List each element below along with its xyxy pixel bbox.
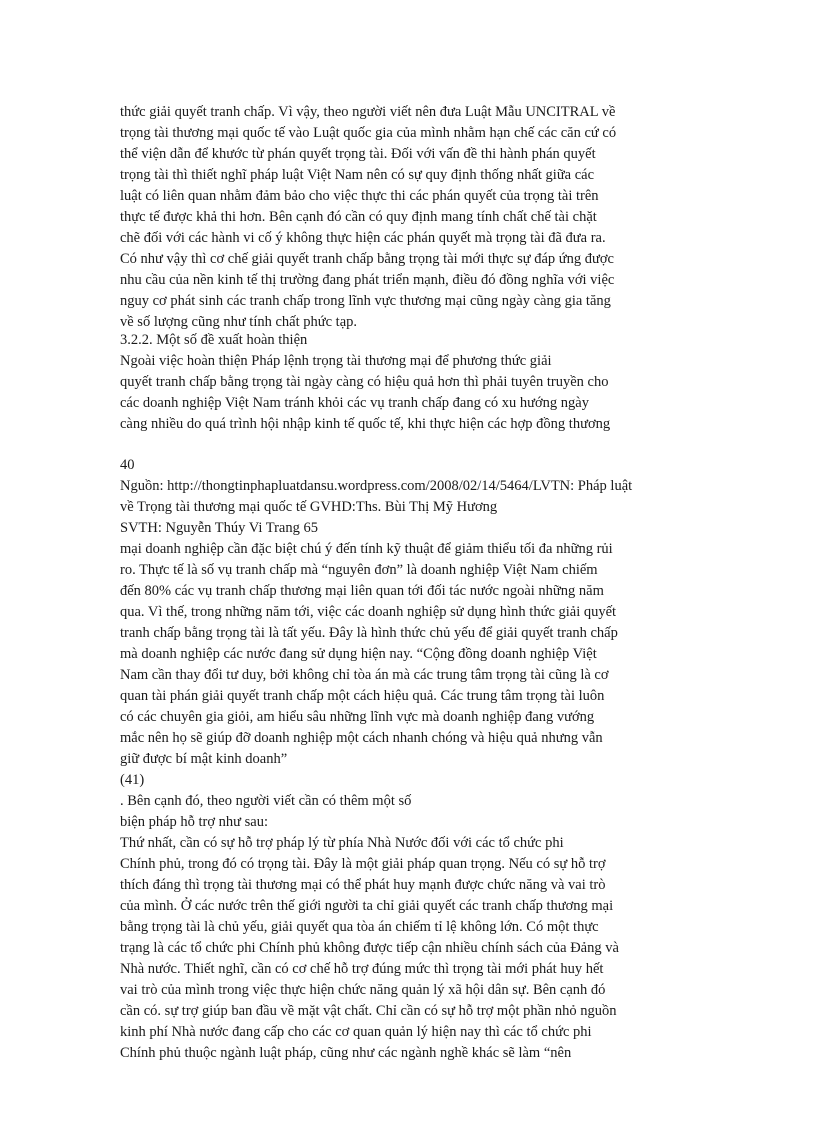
text-line: đến 80% các vụ tranh chấp thương mại liên quan tới đối tác nước ngoài những năm <box>120 583 604 599</box>
text-line: chẽ đối với các hành vi cố ý không thực hiện các phán quyết mà trọng tài đã đưa ra. <box>120 230 606 246</box>
text-line: Có như vậy thì cơ chế giải quyết tranh chấp bằng trọng tài mới thực sự đáp ứng được <box>120 251 614 267</box>
text-line: càng nhiều do quá trình hội nhập kinh tế quốc tế, khi thực hiện các hợp đồng thương <box>120 416 611 432</box>
source-line: Nguồn: http://thongtinphapluatdansu.wordpress.com/2008/02/14/5464/LVTN: Pháp luật <box>120 478 633 494</box>
text-line: mà doanh nghiệp các nước đang sử dụng hiện nay. “Cộng đồng doanh nghiệp Việt <box>120 646 597 662</box>
text-line: luật có liên quan nhằm đảm bảo cho việc thực thi các phán quyết của trọng tài trên <box>120 188 599 204</box>
text-line: Chính phủ thuộc ngành luật pháp, cũng như các ngành nghề khác sẽ làm “nên <box>120 1045 572 1061</box>
text-line: cần có. sự trợ giúp ban đầu về mặt vật chất. Chỉ cần có sự hỗ trợ một phần nhỏ nguồn <box>120 1003 617 1019</box>
text-line: qua. Vì thế, trong những năm tới, việc các doanh nghiệp sử dụng hình thức giải quyết <box>120 604 617 620</box>
text-line: Ngoài việc hoàn thiện Pháp lệnh trọng tài thương mại để phương thức giải <box>120 353 552 369</box>
text-line: thể viện dẫn để khước từ phán quyết trọng tài. Đối với vấn đề thi hành phán quyết <box>120 146 596 162</box>
text-line: quyết tranh chấp bằng trọng tài ngày càng có hiệu quả hơn thì phải tuyên truyền cho <box>120 374 609 390</box>
text-line: quan tài phán giải quyết tranh chấp một cách hiệu quả. Các trung tâm trọng tài luôn <box>120 688 605 704</box>
text-line: thích đáng thì trọng tài thương mại có thể phát huy mạnh được chức năng và vai trò <box>120 877 606 893</box>
text-line: nhu cầu của nền kinh tế thị trường đang phát triển mạnh, điều đó đồng nghĩa với việc <box>120 272 615 288</box>
section-heading: 3.2.2. Một số đề xuất hoàn thiện <box>120 332 308 348</box>
text-line: các doanh nghiệp Việt Nam tránh khỏi các vụ tranh chấp đang có xu hướng ngày <box>120 395 589 411</box>
text-line: Thứ nhất, cần có sự hỗ trợ pháp lý từ phía Nhà Nước đối với các tổ chức phi <box>120 835 564 851</box>
text-line: bằng trọng tài là chủ yếu, giải quyết qua tòa án chiếm tỉ lệ không lớn. Có một thực <box>120 919 599 935</box>
text-line: trọng tài thì thiết nghĩ pháp luật Việt Nam nên có sự quy định thống nhất giữa các <box>120 167 595 183</box>
citation-number: (41) <box>120 772 145 788</box>
text-line: Nhà nước. Thiết nghĩ, cần có cơ chế hỗ trợ đúng mức thì trọng tài mới phát huy hết <box>120 961 604 977</box>
text-line: mại doanh nghiệp cần đặc biệt chú ý đến tính kỹ thuật để giảm thiểu tối đa những rủi <box>120 541 613 557</box>
text-line: mắc nên họ sẽ giúp đỡ doanh nghiệp một cách nhanh chóng và hiệu quả nhưng vẫn <box>120 730 603 746</box>
text-line: biện pháp hỗ trợ như sau: <box>120 814 269 830</box>
text-line: trạng là các tổ chức phi Chính phủ không được tiếp cận nhiều chính sách của Đảng và <box>120 940 619 956</box>
text-line: . Bên cạnh đó, theo người viết cần có thêm một số <box>120 793 412 809</box>
text-line: thức giải quyết tranh chấp. Vì vậy, theo người viết nên đưa Luật Mẫu UNCITRAL về <box>120 104 616 120</box>
text-line: về số lượng cũng như tính chất phức tạp. <box>120 314 358 330</box>
text-line: Nam cần thay đổi tư duy, bởi không chỉ tòa án mà các trung tâm trọng tài cũng là cơ <box>120 667 609 683</box>
text-line: vai trò của mình trong việc thực hiện chức năng quản lý xã hội dân sự. Bên cạnh đó <box>120 982 606 998</box>
text-line: nguy cơ phát sinh các tranh chấp trong lĩnh vực thương mại cũng ngày càng gia tăng <box>120 293 611 309</box>
text-line: giữ được bí mật kinh doanh” <box>120 751 288 767</box>
text-line: có các chuyên gia giỏi, am hiểu sâu những lĩnh vực mà doanh nghiệp đang vướng <box>120 709 595 725</box>
text-line: thực tế được khả thi hơn. Bên cạnh đó cần có quy định mang tính chất chế tài chặt <box>120 209 597 225</box>
text-line: tranh chấp bằng trọng tài là tất yếu. Đây là hình thức chủ yếu để giải quyết tranh chấp <box>120 625 618 641</box>
text-line: của mình. Ở các nước trên thế giới người ta chỉ giải quyết các tranh chấp thương mại <box>120 898 614 914</box>
footnote-number: 40 <box>120 457 135 473</box>
text-line: kinh phí Nhà nước đang cấp cho các cơ quan quản lý hiện nay thì các tổ chức phi <box>120 1024 592 1040</box>
page-footer: SVTH: Nguyễn Thúy Vi Trang 65 <box>120 520 318 536</box>
text-line: Chính phủ, trong đó có trọng tài. Đây là một giải pháp quan trọng. Nếu có sự hỗ trợ <box>120 856 606 872</box>
source-line: về Trọng tài thương mại quốc tế GVHD:Ths. Bùi Thị Mỹ Hương <box>120 499 498 515</box>
text-line: trọng tài thương mại quốc tế vào Luật quốc gia của mình nhằm hạn chế các căn cứ có <box>120 125 617 141</box>
text-line: ro. Thực tế là số vụ tranh chấp mà “nguyên đơn” là doanh nghiệp Việt Nam chiếm <box>120 562 598 578</box>
